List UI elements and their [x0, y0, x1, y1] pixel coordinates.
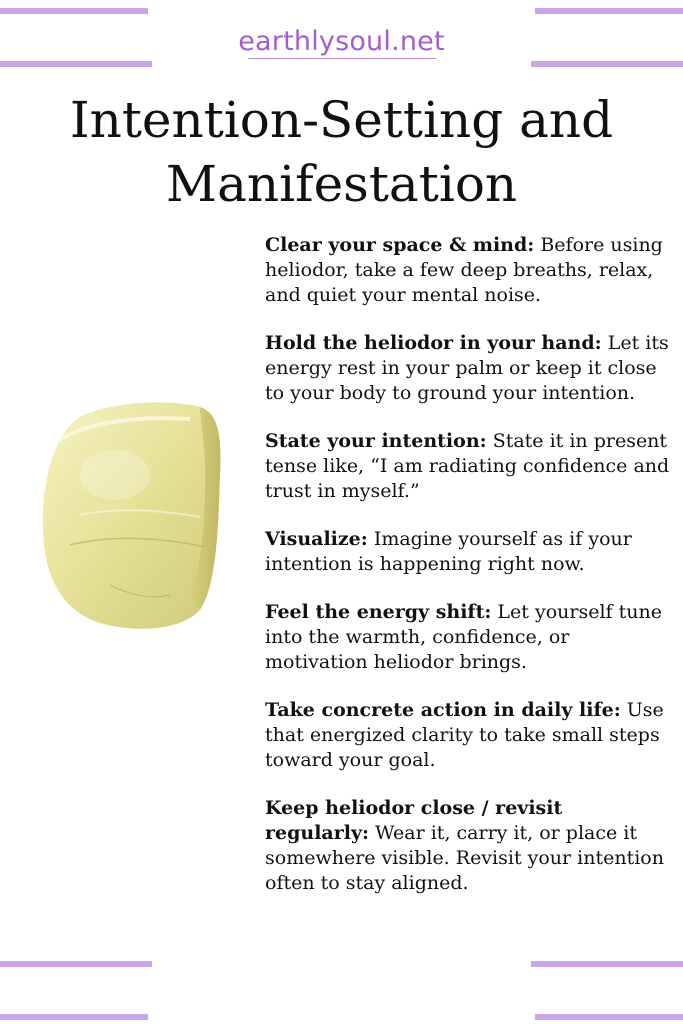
step-label: Hold the heliodor in your hand: [265, 332, 602, 354]
step-text: State it in present tense like, “I am radiating confidence and trust in myself.” [265, 430, 670, 502]
top-left-bar-short [0, 8, 148, 14]
step-label: Visualize: [265, 528, 368, 550]
step-label: Keep heliodor close / revisit regularly: [265, 797, 563, 844]
step-label: Take concrete action in daily life: [265, 699, 621, 721]
title-line-2: Manifestation [165, 155, 518, 213]
step-keep-close [265, 796, 671, 896]
step-text: Wear it, carry it, or place it somewhere visible. Revisit your intention often to stay aligned. [265, 822, 664, 894]
step-label: State your intention: [265, 430, 487, 452]
steps-list [265, 233, 671, 919]
step-feel-energy [265, 600, 671, 675]
bottom-left-bar-long [0, 961, 152, 967]
bottom-right-bar-short [535, 1014, 683, 1020]
bottom-right-bar-long [531, 961, 683, 967]
step-text: Imagine yourself as if your intention is happening right now. [265, 528, 632, 575]
top-left-bar-long [0, 61, 152, 67]
bottom-left-bar-short [0, 1014, 148, 1020]
step-text: Before using heliodor, take a few deep breaths, relax, and quiet your mental noise. [265, 234, 663, 306]
step-label: Feel the energy shift: [265, 601, 492, 623]
step-visualize [265, 527, 671, 577]
site-logo: earthlysoul.net [238, 26, 445, 57]
top-right-bar-short [535, 8, 683, 14]
step-text: Use that energized clarity to take small steps toward your goal. [265, 699, 664, 771]
step-hold-heliodor [265, 331, 671, 406]
step-text: Let its energy rest in your palm or keep it close to your body to ground your intention. [265, 332, 669, 404]
heliodor-crystal-image [40, 395, 225, 635]
step-label: Clear your space & mind: [265, 234, 535, 256]
step-text: Let yourself tune into the warmth, confidence, or motivation heliodor brings. [265, 601, 662, 673]
step-take-action [265, 698, 671, 773]
logo-underline [248, 58, 436, 59]
step-state-intention [265, 429, 671, 504]
title-line-1: Intention-Setting and [69, 91, 614, 149]
top-right-bar-long [531, 61, 683, 67]
page-title [0, 88, 683, 216]
step-clear-space [265, 233, 671, 308]
